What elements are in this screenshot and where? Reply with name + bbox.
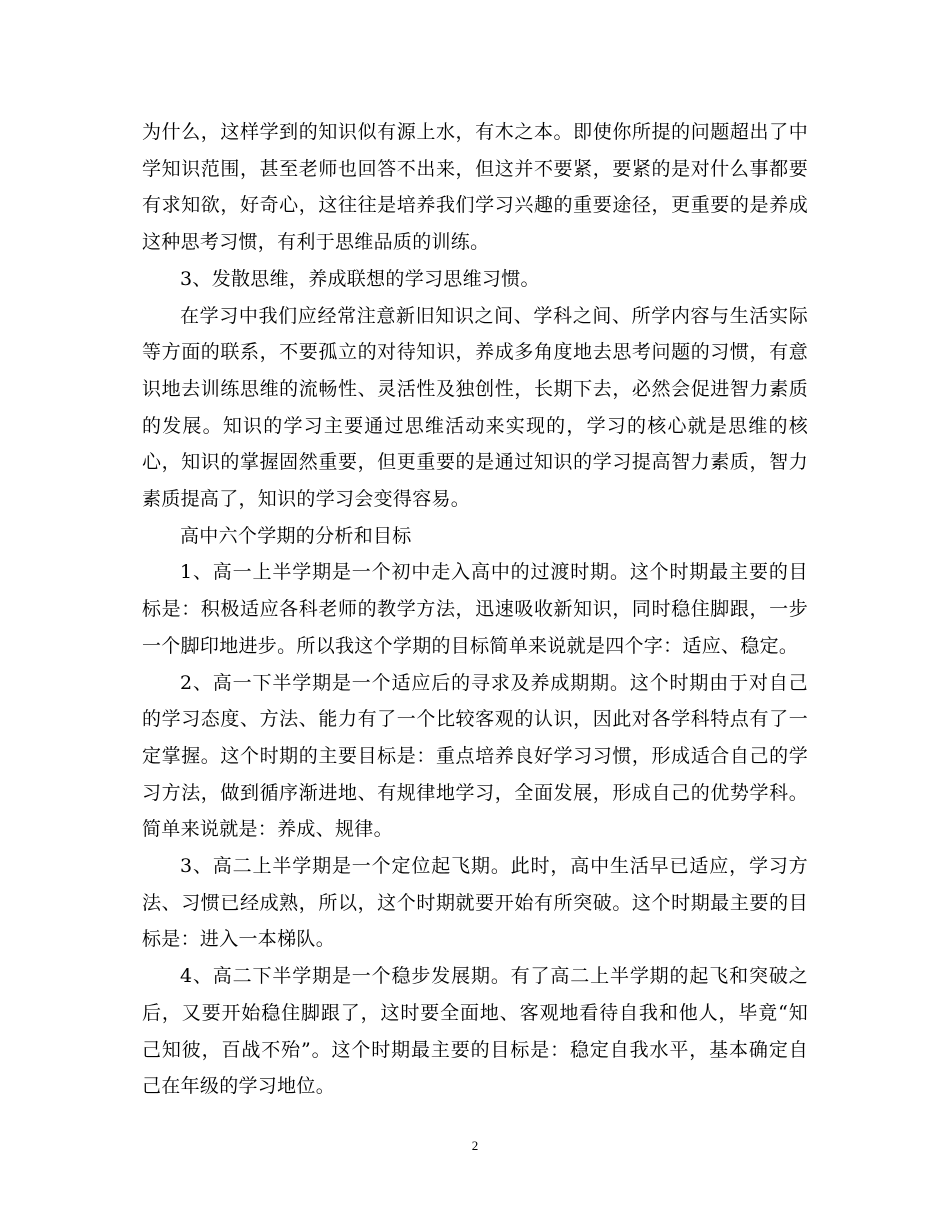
paragraph-semester-4: 4、高二下半学期是一个稳步发展期。有了高二上半学期的起飞和突破之后，又要开始稳住脚跟了，这时要全面地、客观地看待自我和他人，毕竟“知己知彼，百战不殆”。这个时期最主要的目标是：稳定自我水平，基本确定自己在年级的学习地位。 <box>142 965 808 1098</box>
paragraph-section-title: 高中六个学期的分析和目标 <box>180 524 412 547</box>
paragraph-semester-1: 1、高一上半学期是一个初中走入高中的过渡时期。这个时期最主要的目标是：积极适应各科老师的教学方法，迅速吸收新知识，同时稳住脚跟，一步一个脚印地进步。所以我这个学期的目标简单来说就是四个字：适应、稳定。 <box>142 561 808 657</box>
paragraph-learning-connections: 在学习中我们应经常注意新旧知识之间、学科之间、所学内容与生活实际等方面的联系，不要孤立的对待知识，养成多角度地去思考问题的习惯，有意识地去训练思维的流畅性、灵活性及独创性，长期下去，必然会促进智力素质的发展。知识的学习主要通过思维活动来实现的，学习的核心就是思维的核心，知识的掌握固然重要，但更重要的是通过知识的学习提高智力素质，智力素质提高了，知识的学习会变得容易。 <box>142 304 808 511</box>
paragraph-continuation: 为什么，这样学到的知识似有源上水，有木之本。即使你所提的问题超出了中学知识范围，甚至老师也回答不出来，但这并不要紧，要紧的是对什么事都要有求知欲，好奇心，这往往是培养我们学习兴趣的重要途径，更重要的是养成这种思考习惯，有利于思维品质的训练。 <box>142 121 808 254</box>
page-number: 2 <box>471 1138 479 1153</box>
paragraph-semester-2: 2、高一下半学期是一个适应后的寻求及养成期期。这个时期由于对自己的学习态度、方法、能力有了一个比较客观的认识，因此对各学科特点有了一定掌握。这个时期的主要目标是：重点培养良好学习习惯，形成适合自己的学习方法，做到循序渐进地、有规律地学习，全面发展，形成自己的优势学科。简单来说就是：养成、规律。 <box>142 671 808 841</box>
paragraph-semester-3: 3、高二上半学期是一个定位起飞期。此时，高中生活早已适应，学习方法、习惯已经成熟，所以，这个时期就要开始有所突破。这个时期最主要的目标是：进入一本梯队。 <box>142 855 808 951</box>
paragraph-heading-divergent-thinking: 3、发散思维，养成联想的学习思维习惯。 <box>180 267 540 290</box>
document-body <box>142 114 808 1105</box>
